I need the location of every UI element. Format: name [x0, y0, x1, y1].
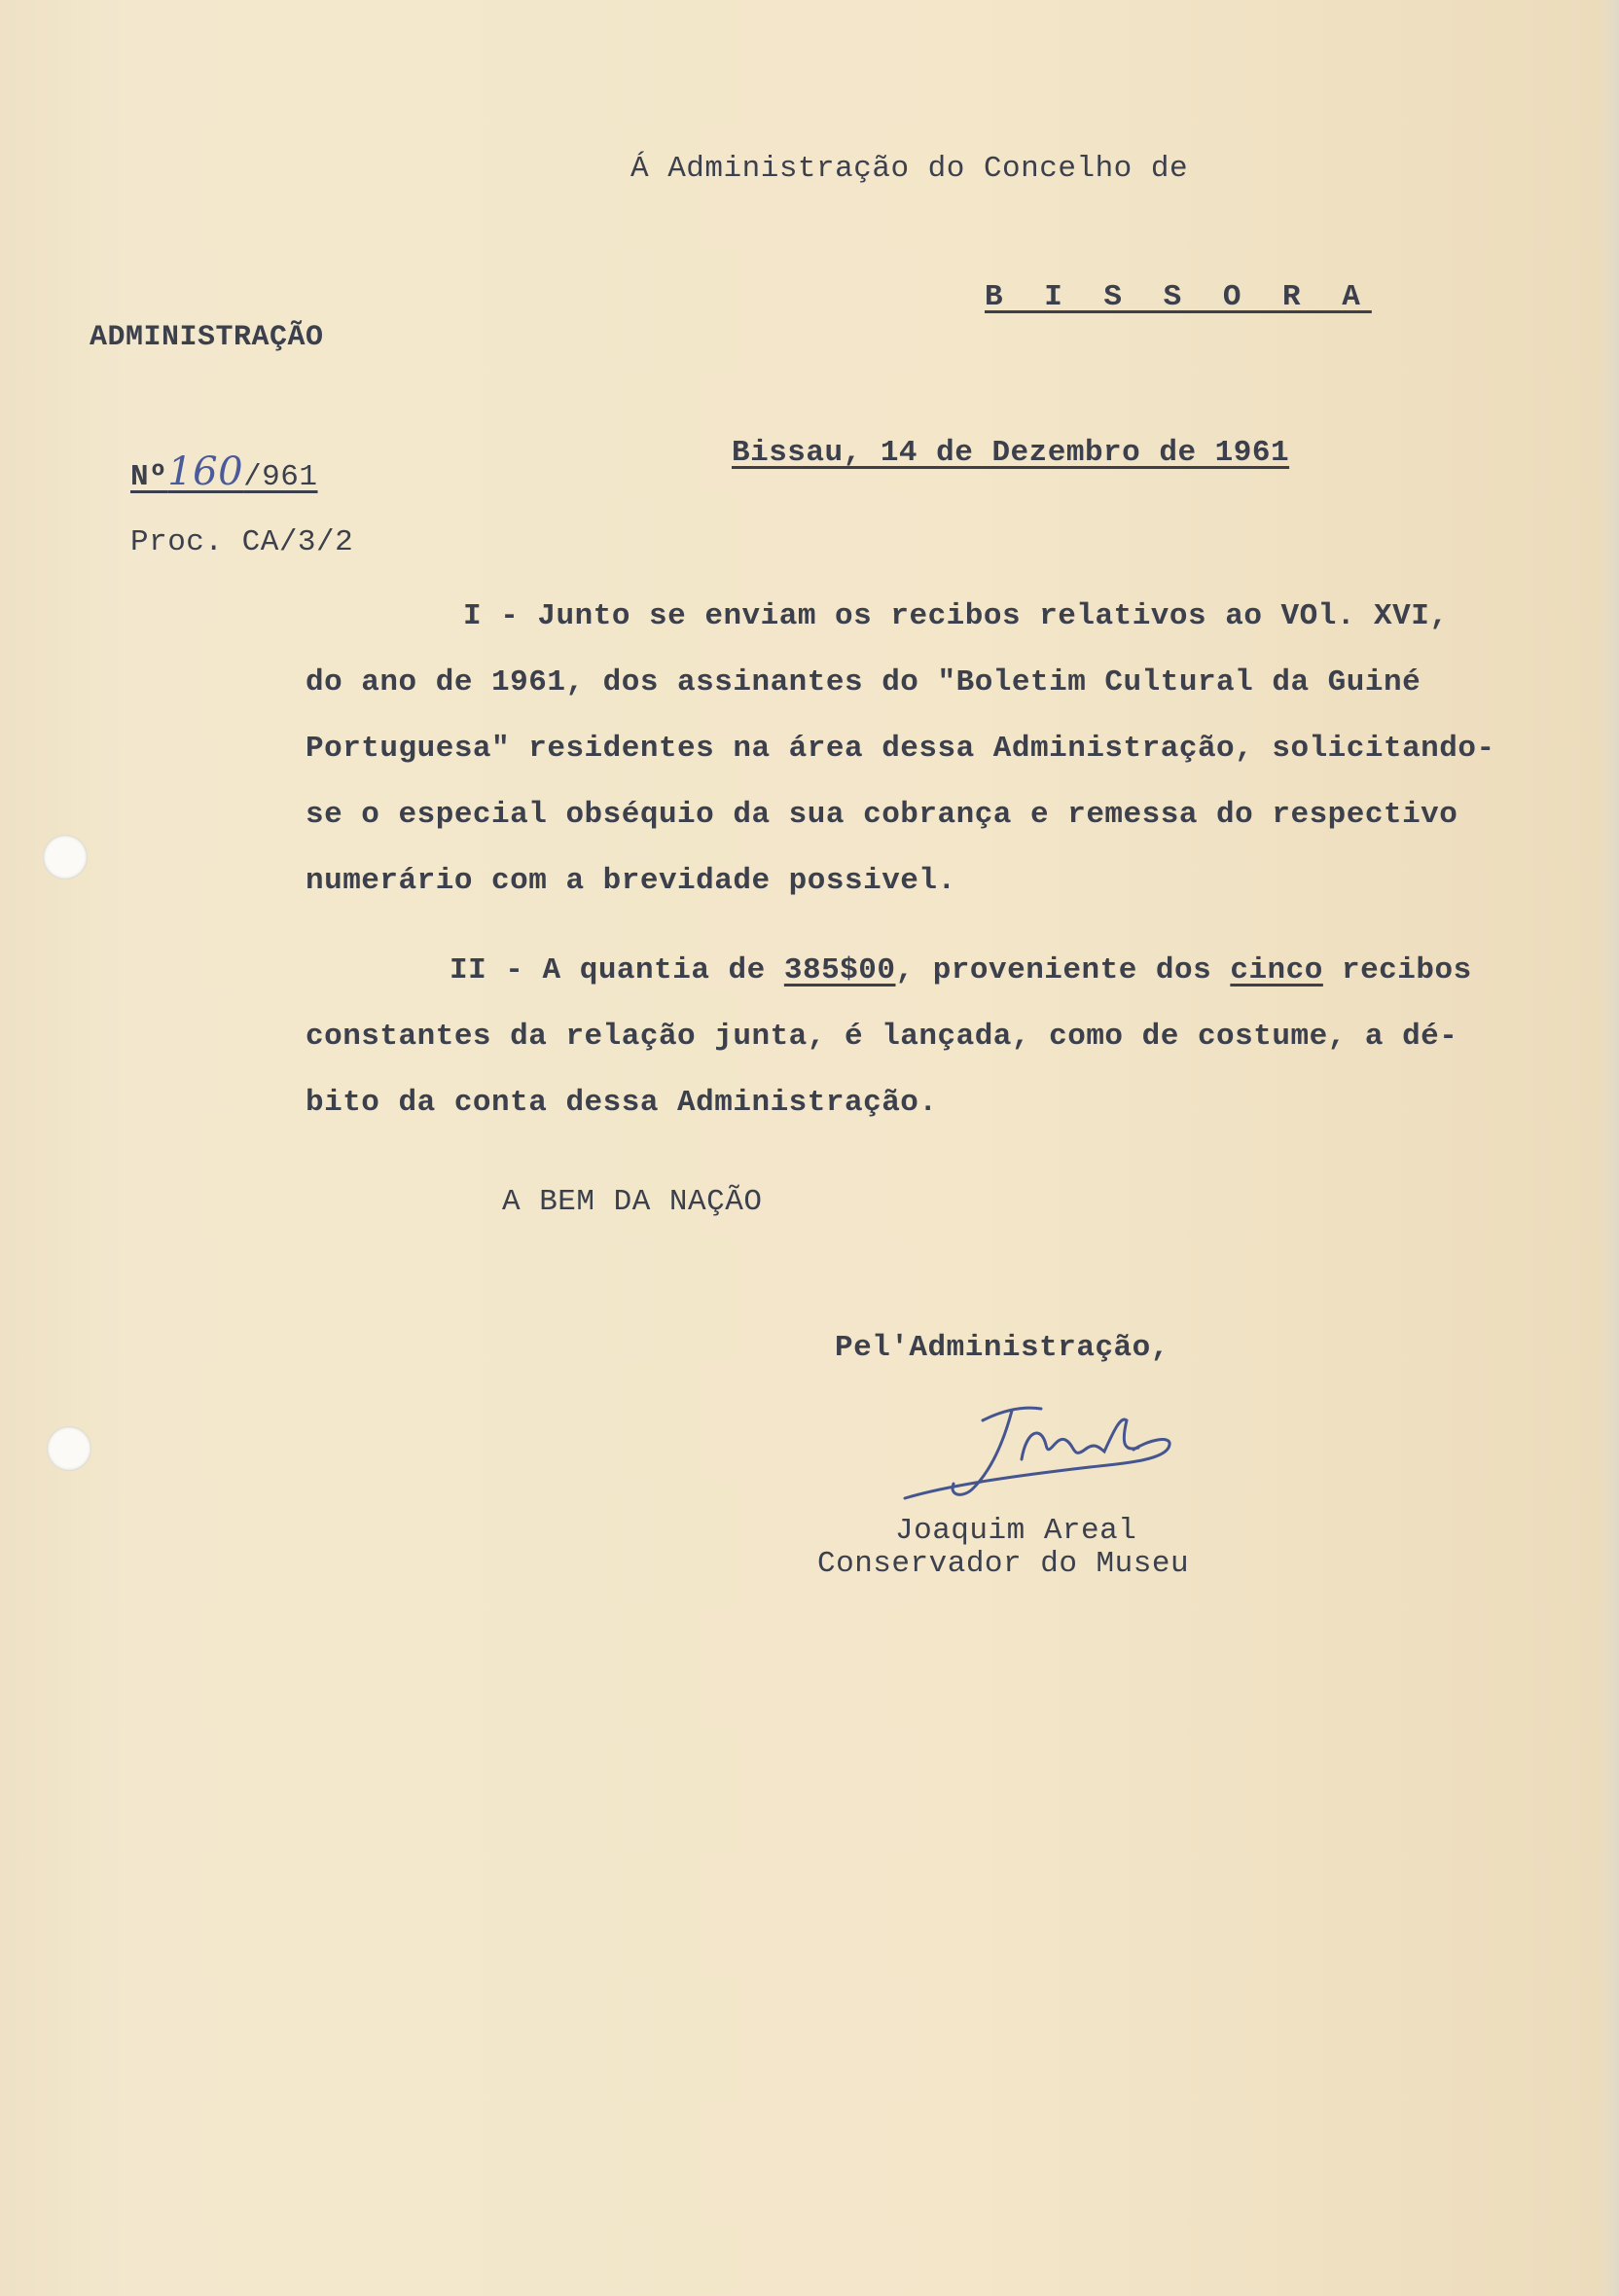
- punch-hole-top: [43, 835, 88, 879]
- punch-hole-bottom: [47, 1426, 91, 1471]
- paragraph-2-line-1: [450, 953, 1472, 987]
- paragraph-2-line-2: constantes da relação junta, é lançada, como de costume, a dé-: [306, 1020, 1458, 1054]
- recipient-line: Á Administração do Concelho de: [630, 152, 1189, 186]
- process-reference: Proc. CA/3/2: [130, 525, 354, 559]
- sender-department: ADMINISTRAÇÃO: [90, 321, 324, 354]
- count-word: cinco: [1230, 953, 1323, 987]
- document-number: [130, 449, 318, 494]
- recipient-place: B I S S O R A: [985, 280, 1372, 314]
- amount: 385$00: [783, 953, 896, 987]
- signature-graphic: [895, 1391, 1177, 1518]
- paragraph-1-line-5: numerário com a brevidade possivel.: [306, 864, 956, 898]
- on-behalf-line: Pel'Administração,: [835, 1331, 1169, 1365]
- paragraph-1-line-4: se o especial obséquio da sua cobrança e remessa do respectivo: [306, 798, 1458, 832]
- paragraph-2-line-3: bito da conta dessa Administração.: [306, 1086, 938, 1120]
- number-year: /961: [243, 460, 318, 494]
- para2-prefix: II - A quantia de: [450, 953, 784, 987]
- number-handwritten: 160: [167, 449, 244, 494]
- signer-name: Joaquim Areal: [895, 1514, 1137, 1548]
- paragraph-1-line-2: do ano de 1961, dos assinantes do "Boletim Cultural da Guiné: [306, 665, 1421, 700]
- closing-motto: A BEM DA NAÇÃO: [502, 1185, 763, 1219]
- paragraph-1-line-3: Portuguesa" residentes na área dessa Administração, solicitando-: [306, 732, 1495, 766]
- paragraph-1-line-1: I - Junto se enviam os recibos relativos ao VOl. XVI,: [463, 599, 1449, 633]
- date-line: Bissau, 14 de Dezembro de 1961: [732, 436, 1290, 470]
- para2-after-count: recibos: [1322, 953, 1472, 987]
- signer-title: Conservador do Museu: [817, 1547, 1190, 1581]
- paper-edge: [1598, 0, 1619, 2296]
- para2-after-amount: , proveniente dos: [895, 953, 1231, 987]
- number-prefix: Nº: [130, 460, 168, 494]
